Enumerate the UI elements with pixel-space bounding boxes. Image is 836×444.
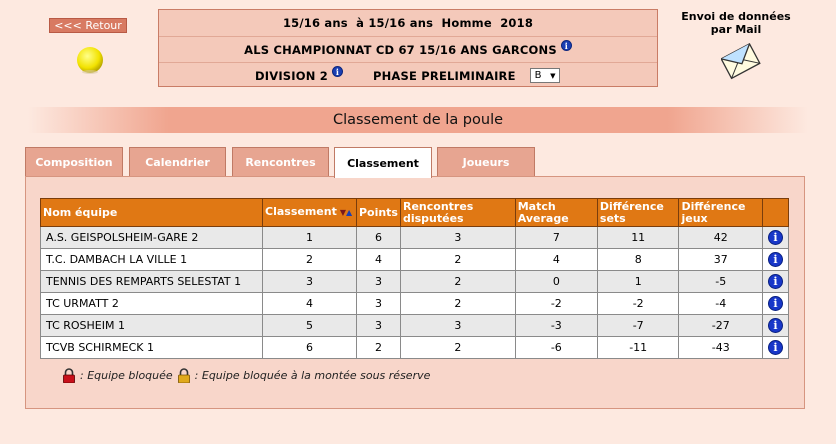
lock-red-icon bbox=[62, 368, 76, 383]
diff-games-cell: -4 bbox=[679, 293, 763, 315]
rank-cell: 5 bbox=[263, 315, 357, 337]
poule-select[interactable] bbox=[530, 68, 560, 83]
info-cell bbox=[763, 249, 789, 271]
division-text: DIVISION 2 bbox=[255, 68, 328, 83]
table-row bbox=[41, 271, 789, 293]
diff-games-cell: 42 bbox=[679, 227, 763, 249]
diff-games-cell: -5 bbox=[679, 271, 763, 293]
played-cell: 2 bbox=[400, 249, 515, 271]
team-name: TC ROSHEIM 1 bbox=[41, 315, 263, 337]
diff-games-cell: 37 bbox=[679, 249, 763, 271]
division-line bbox=[159, 62, 657, 88]
back-button[interactable]: <<< Retour bbox=[49, 18, 127, 33]
points-cell: 3 bbox=[356, 315, 400, 337]
team-info-icon[interactable]: i bbox=[768, 274, 783, 289]
team-name: T.C. DAMBACH LA VILLE 1 bbox=[41, 249, 263, 271]
info-cell bbox=[763, 315, 789, 337]
tab-composition[interactable]: Composition bbox=[25, 147, 123, 177]
tab-calendrier[interactable]: Calendrier bbox=[129, 147, 226, 177]
page-title: Classement de la poule bbox=[332, 112, 504, 128]
col-played-header[interactable]: Rencontres disputées bbox=[400, 199, 515, 227]
team-info-icon[interactable]: i bbox=[768, 252, 783, 267]
match-average-cell: -6 bbox=[515, 337, 597, 359]
tab-classement[interactable]: Classement bbox=[334, 147, 432, 178]
championship-line bbox=[159, 36, 657, 62]
col-points-header[interactable]: Points bbox=[356, 199, 400, 227]
match-average-cell: 4 bbox=[515, 249, 597, 271]
tab-joueurs[interactable]: Joueurs bbox=[437, 147, 535, 177]
page-title-band bbox=[28, 107, 808, 133]
legend-blocked-text: : Equipe bloquée bbox=[80, 369, 173, 382]
info-cell bbox=[763, 293, 789, 315]
tennis-ball-icon bbox=[76, 46, 104, 74]
table-row bbox=[41, 249, 789, 271]
diff-games-cell: -27 bbox=[679, 315, 763, 337]
points-cell: 3 bbox=[356, 293, 400, 315]
played-cell: 2 bbox=[400, 293, 515, 315]
col-info-header bbox=[763, 199, 789, 227]
rank-cell: 3 bbox=[263, 271, 357, 293]
team-name: TC URMATT 2 bbox=[41, 293, 263, 315]
match-average-cell: 7 bbox=[515, 227, 597, 249]
team-info-icon[interactable]: i bbox=[768, 318, 783, 333]
chevron-down-icon: ▼ bbox=[550, 71, 556, 80]
sort-arrows-icon[interactable]: ▼▲ bbox=[339, 208, 353, 217]
team-info-icon[interactable]: i bbox=[768, 230, 783, 245]
played-cell: 3 bbox=[400, 315, 515, 337]
info-cell bbox=[763, 337, 789, 359]
match-average-cell: -3 bbox=[515, 315, 597, 337]
category-line bbox=[159, 10, 657, 36]
championship-text: ALS CHAMPIONNAT CD 67 15/16 ANS GARCONS bbox=[244, 42, 557, 57]
competition-info-box bbox=[158, 9, 658, 87]
rank-cell: 4 bbox=[263, 293, 357, 315]
legend bbox=[62, 368, 430, 383]
team-info-icon[interactable]: i bbox=[768, 296, 783, 311]
points-cell: 2 bbox=[356, 337, 400, 359]
team-name: TCVB SCHIRMECK 1 bbox=[41, 337, 263, 359]
col-match-average-header[interactable]: Match Average bbox=[515, 199, 597, 227]
tab-rencontres[interactable]: Rencontres bbox=[232, 147, 329, 177]
diff-sets-cell: 11 bbox=[597, 227, 679, 249]
table-row bbox=[41, 227, 789, 249]
poule-select-value: B bbox=[534, 70, 542, 81]
info-cell bbox=[763, 271, 789, 293]
col-diff-games-header[interactable]: Différence jeux bbox=[679, 199, 763, 227]
rank-cell: 2 bbox=[263, 249, 357, 271]
played-cell: 3 bbox=[400, 227, 515, 249]
played-cell: 2 bbox=[400, 337, 515, 359]
championship-info-icon[interactable]: i bbox=[561, 40, 572, 51]
diff-sets-cell: -2 bbox=[597, 293, 679, 315]
mail-title: Envoi de données par Mail bbox=[681, 10, 791, 36]
division-info-icon[interactable]: i bbox=[332, 66, 343, 77]
phase-text: PHASE PRELIMINAIRE bbox=[372, 68, 516, 83]
table-row bbox=[41, 315, 789, 337]
table-row bbox=[41, 293, 789, 315]
diff-sets-cell: 1 bbox=[597, 271, 679, 293]
col-rank-label: Classement bbox=[265, 205, 337, 218]
points-cell: 4 bbox=[356, 249, 400, 271]
points-cell: 6 bbox=[356, 227, 400, 249]
col-rank-header[interactable] bbox=[263, 199, 357, 227]
match-average-cell: -2 bbox=[515, 293, 597, 315]
team-info-icon[interactable]: i bbox=[768, 340, 783, 355]
diff-games-cell: -43 bbox=[679, 337, 763, 359]
category-text: 15/16 ans à 15/16 ans Homme 2018 bbox=[282, 16, 534, 30]
col-diff-sets-header[interactable]: Différence sets bbox=[597, 199, 679, 227]
rank-cell: 6 bbox=[263, 337, 357, 359]
team-name: A.S. GEISPOLSHEIM-GARE 2 bbox=[41, 227, 263, 249]
rank-cell: 1 bbox=[263, 227, 357, 249]
diff-sets-cell: -7 bbox=[597, 315, 679, 337]
table-header-row bbox=[41, 199, 789, 227]
points-cell: 3 bbox=[356, 271, 400, 293]
diff-sets-cell: -11 bbox=[597, 337, 679, 359]
table-row bbox=[41, 337, 789, 359]
envelope-icon[interactable] bbox=[721, 40, 761, 82]
team-name: TENNIS DES REMPARTS SELESTAT 1 bbox=[41, 271, 263, 293]
diff-sets-cell: 8 bbox=[597, 249, 679, 271]
legend-blocked-reserve-text: : Equipe bloquée à la montée sous réserve bbox=[194, 369, 431, 382]
played-cell: 2 bbox=[400, 271, 515, 293]
standings-table bbox=[40, 198, 789, 359]
lock-gold-icon bbox=[177, 368, 191, 383]
col-team-header[interactable]: Nom équipe bbox=[41, 199, 263, 227]
info-cell bbox=[763, 227, 789, 249]
match-average-cell: 0 bbox=[515, 271, 597, 293]
